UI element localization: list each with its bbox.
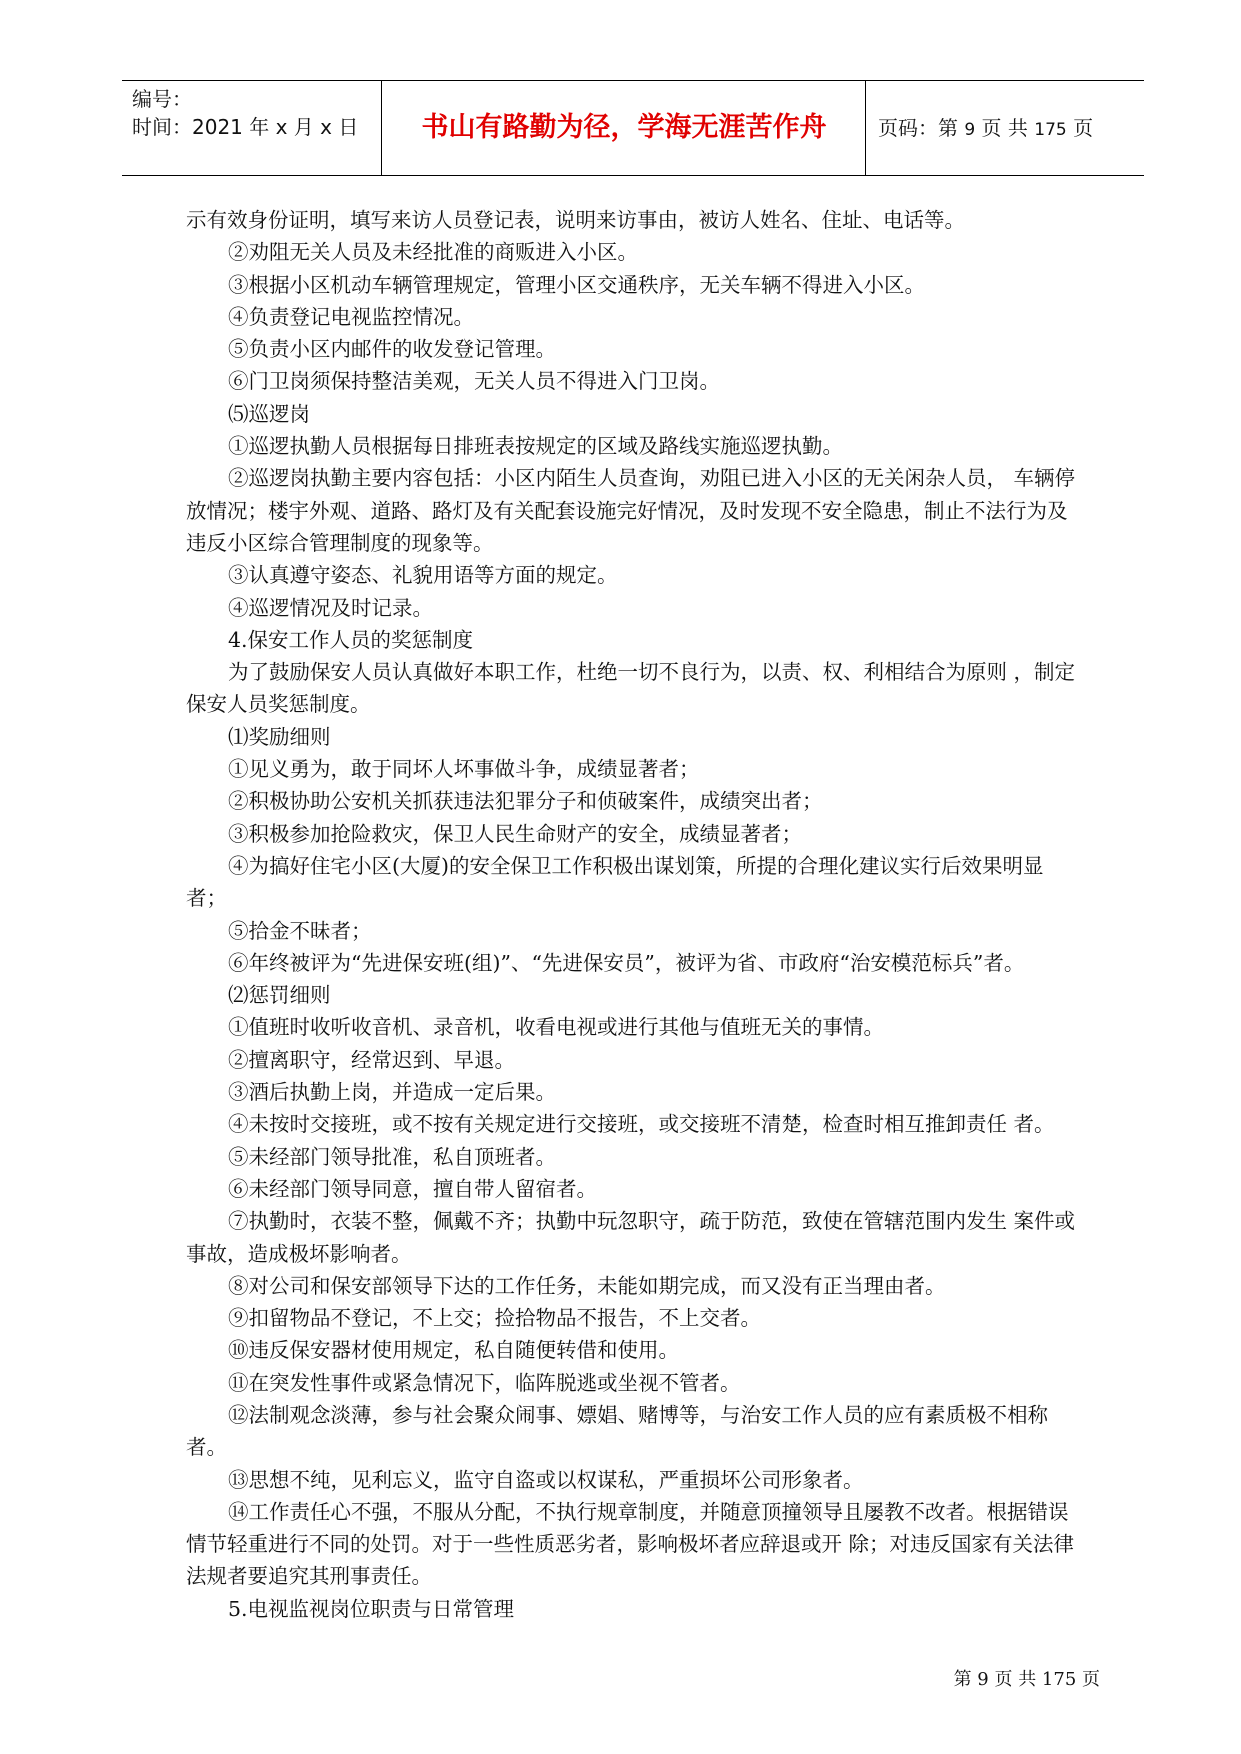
- list-item: ⑨扣留物品不登记，不上交；捡拾物品不报告，不上交者。: [228, 1306, 761, 1331]
- list-item: ③根据小区机动车辆管理规定，管理小区交通秩序，无关车辆不得进入小区。: [228, 272, 925, 297]
- document-time: 时间：2021 年 x 月 x 日: [132, 115, 359, 139]
- section-heading: ⑴奖励细则: [228, 724, 331, 749]
- list-item: ⑥门卫岗须保持整洁美观，无关人员不得进入门卫岗。: [228, 369, 720, 394]
- list-item: ④巡逻情况及时记录。: [228, 595, 433, 620]
- header-motto: 书山有路勤为径，学海无涯苦作舟: [421, 112, 827, 143]
- list-item: ②积极协助公安机关抓获违法犯罪分子和侦破案件，成绩突出者；: [228, 789, 823, 814]
- list-item: ①见义勇为，敢于同坏人坏事做斗争，成绩显著者；: [228, 757, 700, 782]
- list-item: ⑤负责小区内邮件的收发登记管理。: [228, 337, 556, 362]
- list-item: ⑧对公司和保安部领导下达的工作任务，未能如期完成，而又没有正当理由者。: [228, 1273, 946, 1298]
- list-item: ⑫法制观念淡薄，参与社会聚众闹事、嫖娼、赌博等，与治安工作人员的应有素质极不相称者。: [186, 1402, 1048, 1460]
- document-body: [186, 204, 1084, 1625]
- list-item: ⑥未经部门领导同意，擅自带人留宿者。: [228, 1176, 597, 1201]
- list-item: ③认真遵守姿态、礼貌用语等方面的规定。: [228, 563, 618, 588]
- paragraph: 示有效身份证明，填写来访人员登记表，说明来访事由，被访人姓名、住址、电话等。: [186, 208, 965, 232]
- paragraph: 为了鼓励保安人员认真做好本职工作，杜绝一切不良行为，以责、权、利相结合为原则 ，制定保安人员奖惩制度。: [186, 660, 1076, 717]
- list-item: ②擅离职守，经常迟到、早退。: [228, 1047, 515, 1072]
- page-footer: 第 9 页 共 175 页: [953, 1669, 1100, 1690]
- section-heading: 4.保安工作人员的奖惩制度: [228, 627, 474, 652]
- document-code-label: 编号：: [132, 87, 192, 111]
- list-item: ⑦执勤时，衣装不整，佩戴不齐；执勤中玩忽职守，疏于防范，致使在管辖范围内发生 案件或事故，造成极坏影响者。: [186, 1209, 1076, 1266]
- list-item: ②劝阻无关人员及未经批准的商贩进入小区。: [228, 240, 638, 265]
- list-item: ⑥年终被评为“先进保安班(组)”、“先进保安员”，被评为省、市政府“治安模范标兵”者。: [228, 950, 1025, 975]
- list-item: ③积极参加抢险救灾，保卫人民生命财产的安全，成绩显著者；: [228, 821, 802, 846]
- list-item: ⑤拾金不昧者；: [228, 918, 372, 943]
- list-item: ⑬思想不纯，见利忘义，监守自盗或以权谋私，严重损坏公司形象者。: [228, 1467, 864, 1492]
- list-item: ⑩违反保安器材使用规定，私自随便转借和使用。: [228, 1338, 679, 1363]
- list-item: ⑪在突发性事件或紧急情况下，临阵脱逃或坐视不管者。: [228, 1370, 741, 1395]
- list-item: ④未按时交接班，或不按有关规定进行交接班，或交接班不清楚，检查时相互推卸责任 者。: [228, 1112, 1055, 1137]
- header-meta: [132, 85, 358, 141]
- list-item: ④负责登记电视监控情况。: [228, 304, 474, 329]
- current-page: 9: [964, 120, 976, 140]
- list-item: ⑤未经部门领导批准，私自顶班者。: [228, 1144, 556, 1169]
- list-item: ④为搞好住宅小区(大厦)的安全保卫工作积极出谋划策，所提的合理化建议实行后效果明显者；: [186, 853, 1044, 911]
- header-divider: [381, 81, 382, 175]
- section-heading: 5.电视监视岗位职责与日常管理: [228, 1596, 515, 1621]
- header-page-number: 页码：第 9 页 共 175 页: [878, 116, 1094, 140]
- total-pages: 175: [1034, 120, 1067, 140]
- page-header: [122, 80, 1144, 176]
- list-item: ①巡逻执勤人员根据每日排班表按规定的区域及路线实施巡逻执勤。: [228, 434, 843, 459]
- section-heading: ⑵惩罚细则: [228, 983, 331, 1008]
- list-item: ①值班时收听收音机、录音机，收看电视或进行其他与值班无关的事情。: [228, 1015, 884, 1040]
- section-heading: ⑸巡逻岗: [228, 401, 310, 426]
- list-item: ②巡逻岗执勤主要内容包括：小区内陌生人员查询，劝阻已进入小区的无关闲杂人员， 车辆停放情况；楼宇外观、道路、路灯及有关配套设施完好情况，及时发现不安全隐患，制止不法行为及违反小区综合管理制度的现象等。: [186, 466, 1076, 555]
- list-item: ③酒后执勤上岗，并造成一定后果。: [228, 1080, 556, 1105]
- header-divider: [865, 81, 866, 175]
- list-item: ⑭工作责任心不强，不服从分配，不执行规章制度，并随意顶撞领导且屡教不改者。根据错误情节轻重进行不同的处罚。对于一些性质恶劣者，影响极坏者应辞退或开 除；对违反国家有关法律法规者要追究其刑事责任。: [186, 1499, 1075, 1589]
